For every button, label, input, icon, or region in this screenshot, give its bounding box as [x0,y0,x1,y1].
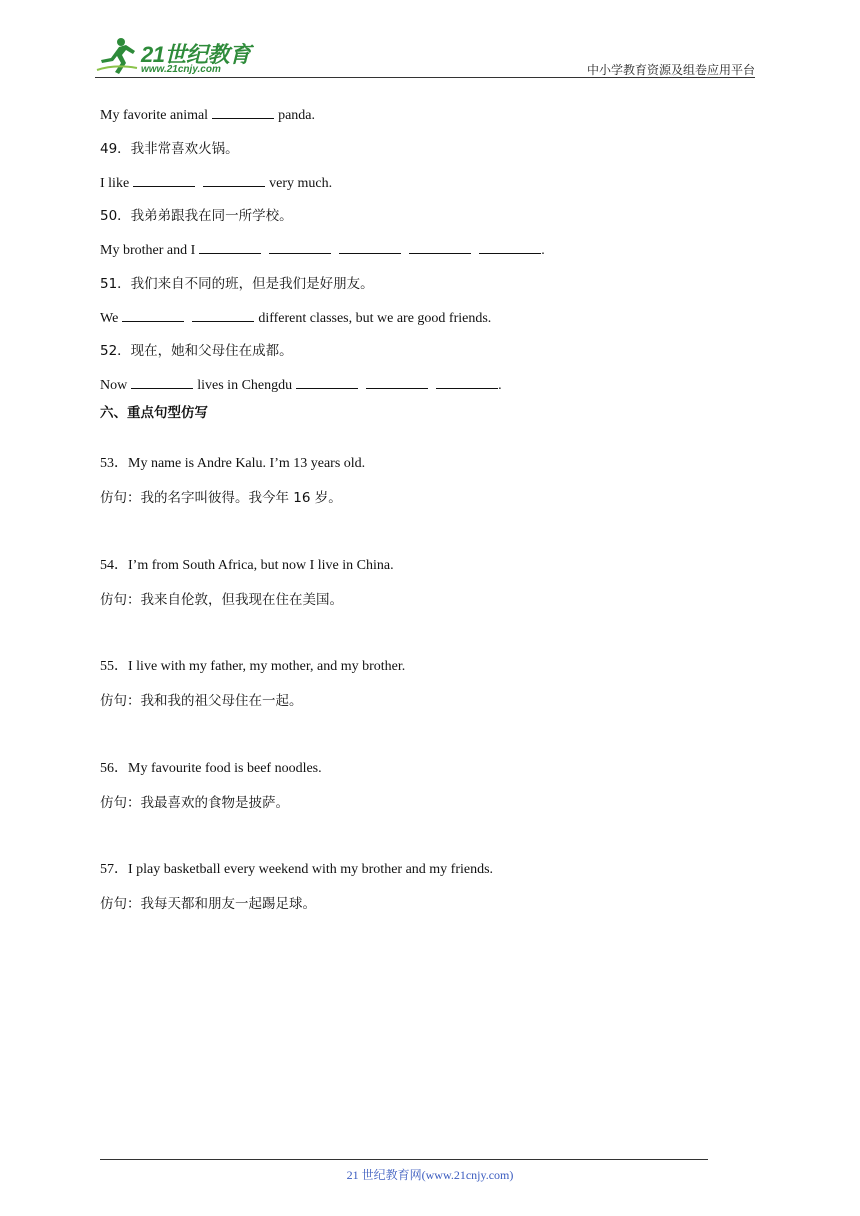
page-header [95,34,755,78]
item-53-en: 53．My name is Andre Kalu. I’m 13 years old. [100,456,366,471]
item-55-zh: 仿句：我和我的祖父母住在一起。 [100,693,303,709]
item-56-zh: 仿句：我最喜欢的食物是披萨。 [100,795,289,811]
sentence-text: My favorite animal [100,108,209,123]
item-57-en: 57．I play basketball every weekend with my brother and my friends. [100,862,494,877]
answer-blank[interactable] [133,174,195,187]
item-53-zh: 仿句：我的名字叫彼得。我今年 16 岁。 [100,490,342,506]
site-logo [95,34,265,78]
answer-blank[interactable] [122,309,184,322]
item-54-zh: 仿句：我来自伦敦，但我现在住在美国。 [100,592,343,608]
answer-blank[interactable] [296,376,358,389]
sentence-49-answer [100,174,332,193]
item-54-en: 54．I’m from South Africa, but now I live in China. [100,558,394,573]
answer-blank[interactable] [339,241,401,254]
sentence-text: panda. [278,108,316,123]
answer-blank[interactable] [131,376,193,389]
sentence-text: lives in Chengdu [197,378,293,393]
question-52: 52．现在，她和父母住在成都。 [100,343,293,359]
answer-blank[interactable] [479,241,541,254]
answer-blank[interactable] [366,376,428,389]
sentence-text: . [498,378,502,393]
section-6-title: 六、重点句型仿写 [100,405,208,421]
answer-blank[interactable] [199,241,261,254]
sentence-text: Now [100,378,128,393]
answer-blank[interactable] [269,241,331,254]
answer-blank[interactable] [409,241,471,254]
sentence-text: . [541,243,545,258]
header-divider [95,77,755,78]
logo-url: www.21cnjy.com [141,64,221,75]
page-footer[interactable]: 21 世纪教育网(www.21cnjy.com) [346,1168,514,1182]
sentence-50-answer [100,241,545,260]
sentence-text: very much. [269,176,333,191]
item-57-zh: 仿句：我每天都和朋友一起踢足球。 [100,896,316,912]
question-49: 49．我非常喜欢火锅。 [100,141,239,157]
answer-blank[interactable] [192,309,254,322]
sentence-text: We [100,311,119,326]
sentence-text: I like [100,176,130,191]
question-51: 51．我们来自不同的班，但是我们是好朋友。 [100,276,374,292]
logo-text: 21世纪教育 [141,42,251,67]
answer-blank[interactable] [203,174,265,187]
footer-divider [100,1159,708,1160]
sentence-51-answer [100,309,491,328]
sentence-52-answer [100,376,502,395]
answer-blank[interactable] [436,376,498,389]
item-56-en: 56．My favourite food is beef noodles. [100,761,322,776]
runner-logo-icon [95,36,139,76]
sentence-text: different classes, but we are good friends. [258,311,492,326]
answer-blank[interactable] [212,106,274,119]
question-50: 50．我弟弟跟我在同一所学校。 [100,208,293,224]
sentence-text: My brother and I [100,243,196,258]
item-55-en: 55．I live with my father, my mother, and my brother. [100,659,406,674]
header-platform-name: 中小学教育资源及组卷应用平台 [586,63,755,77]
sentence-48-answer [100,106,315,125]
